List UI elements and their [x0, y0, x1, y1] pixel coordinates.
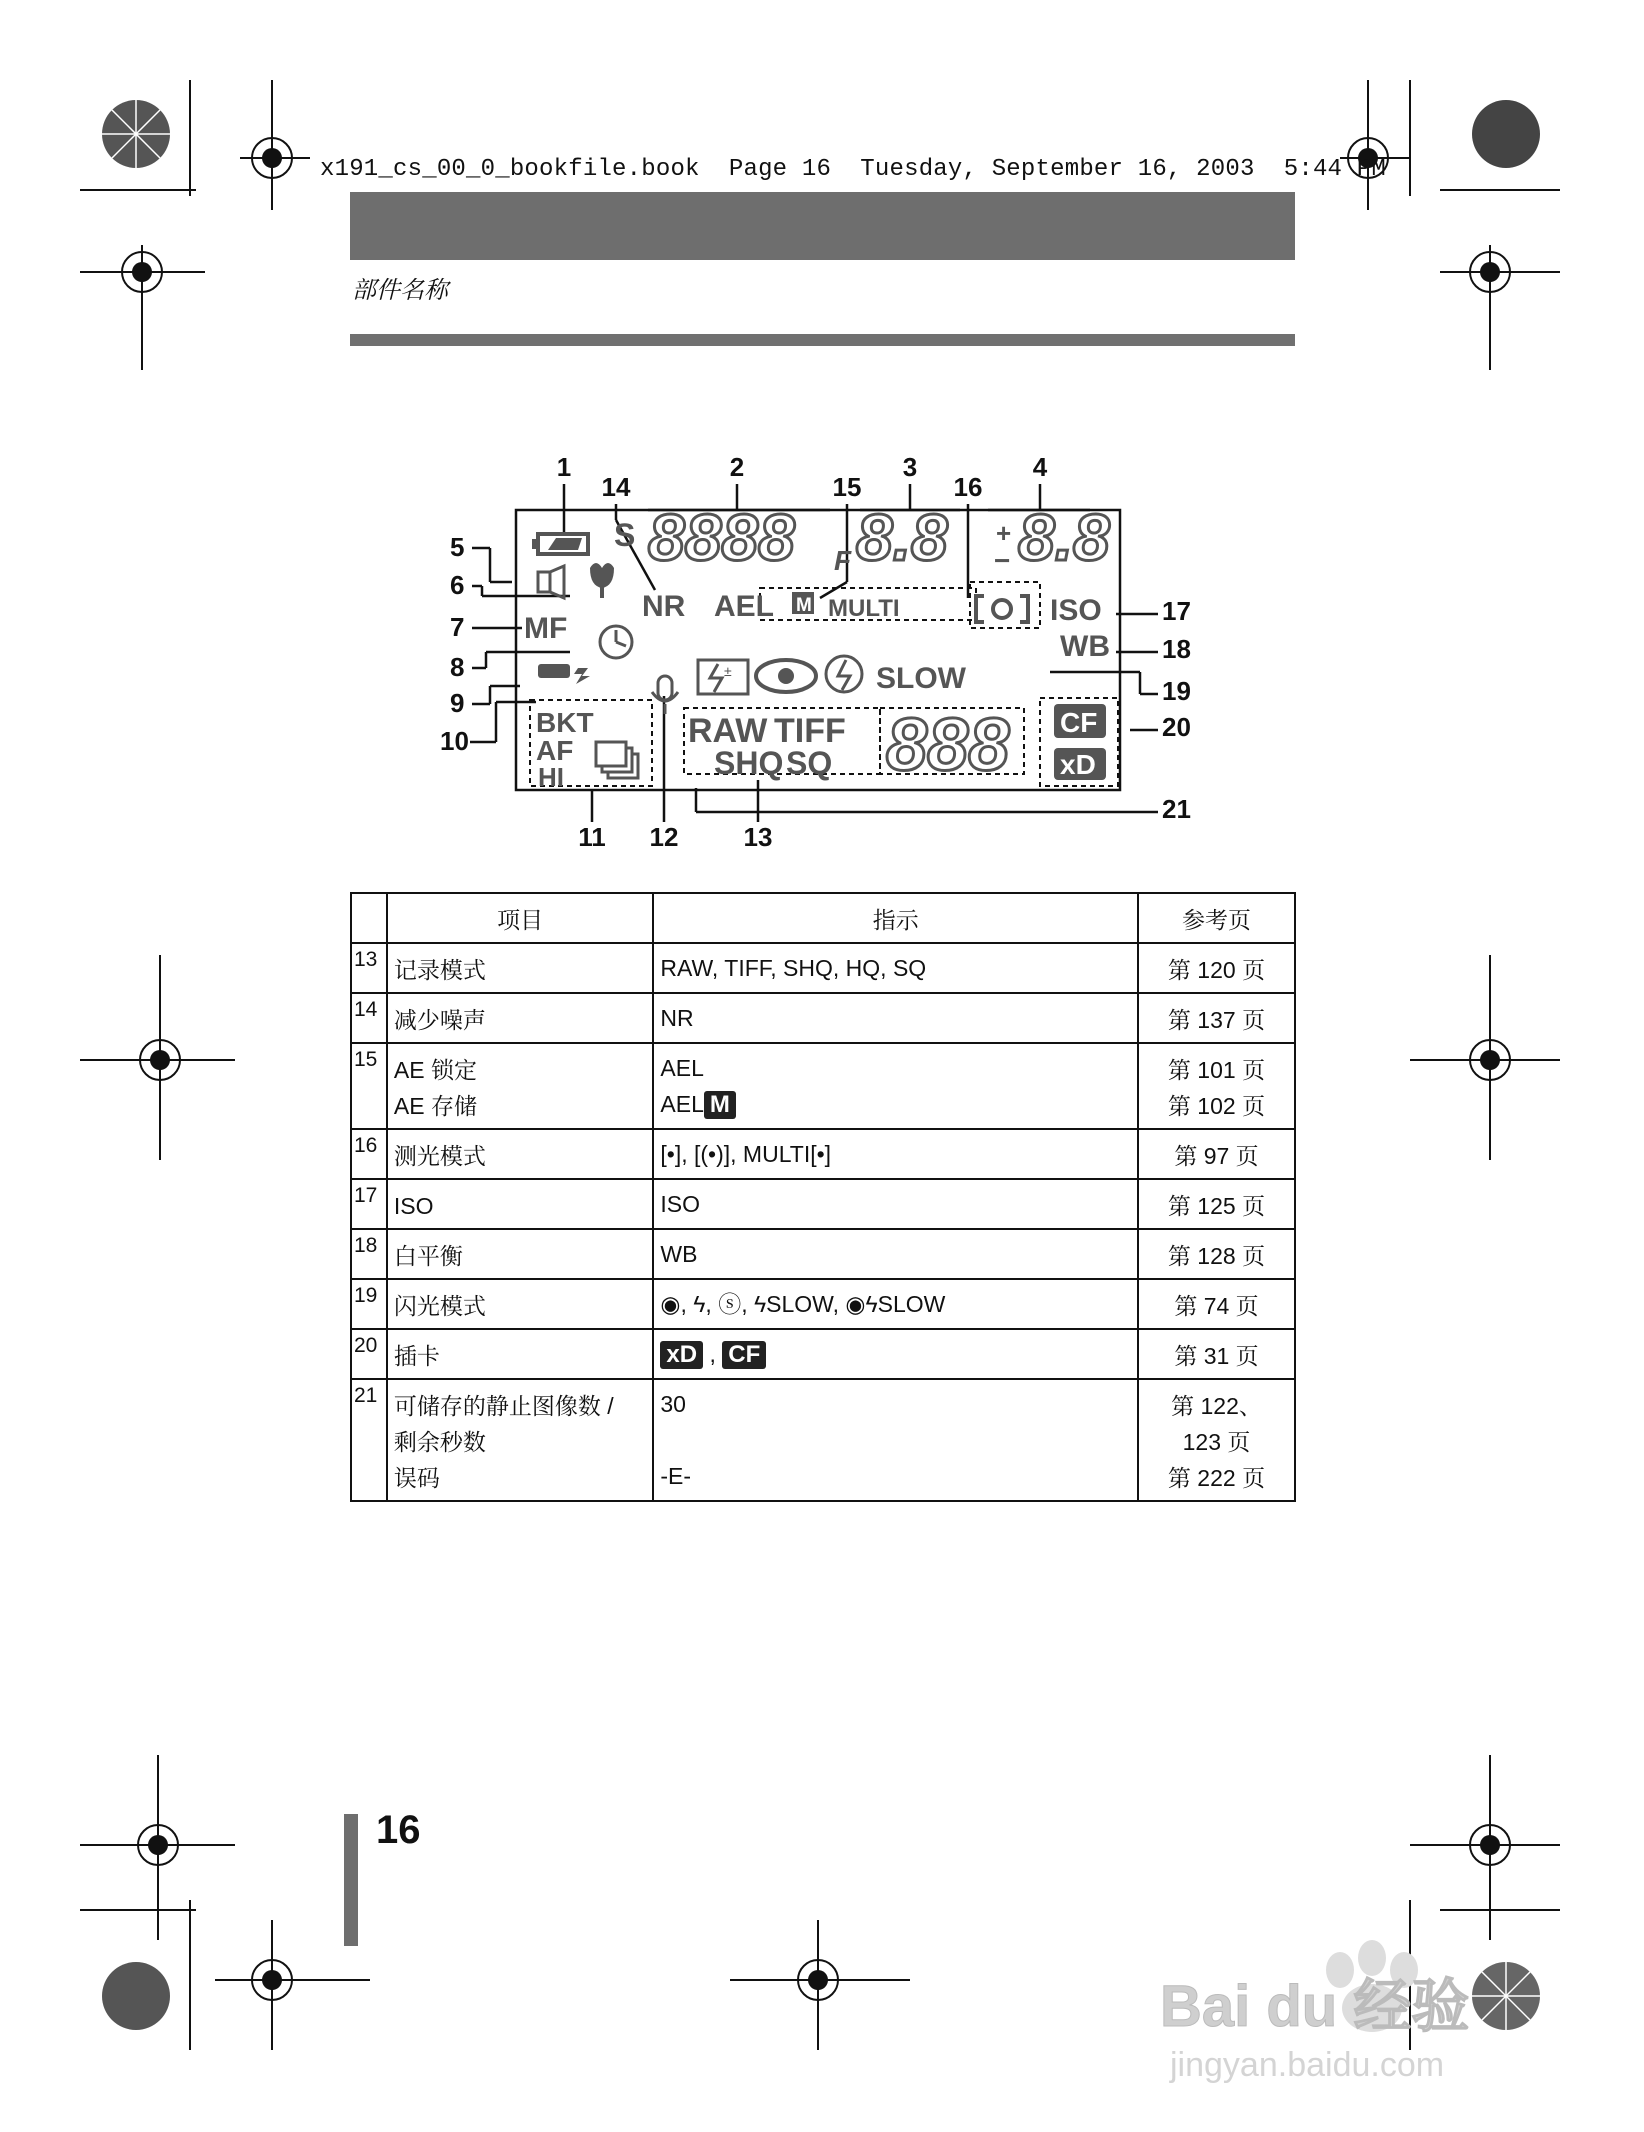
sequential-shooting-icon [596, 742, 638, 778]
callout-18: 18 [1162, 634, 1191, 664]
microphone-icon [652, 676, 678, 714]
callout-2: 2 [729, 452, 745, 482]
row-item: 闪光模式 [393, 1293, 486, 1319]
callout-16: 16 [953, 472, 983, 502]
row-num: 14 [351, 993, 387, 1043]
row-item: ISO [393, 1193, 434, 1219]
section-title: 部件名称 [352, 277, 448, 304]
row-item: AE 锁定 [393, 1057, 477, 1083]
lcd-mf: MF [524, 612, 568, 645]
table-row [351, 943, 1295, 993]
callout-3: 3 [902, 452, 918, 482]
callout-14: 14 [601, 472, 631, 502]
row-indication: [•], [(•)], MULTI[•] [660, 1141, 832, 1167]
callout-11: 11 [578, 822, 606, 852]
table-row [351, 1229, 1295, 1279]
watermark-url: jingyan.baidu.com [1170, 2046, 1445, 2084]
lcd-plus: + [996, 518, 1012, 548]
row-item: 测光模式 [393, 1143, 486, 1169]
header-item: 项目 [387, 893, 653, 943]
callout-21: 21 [1162, 794, 1191, 824]
row-item: AE 存储 [393, 1093, 477, 1119]
self-timer-icon [600, 626, 632, 658]
lcd-ael: AEL [714, 590, 774, 623]
callout-9: 9 [450, 688, 465, 718]
flash-off-icon [826, 656, 862, 692]
row-num: 13 [351, 943, 387, 993]
row-indication: WB [660, 1241, 698, 1267]
xd-badge: xD [660, 1341, 703, 1369]
baidu-watermark [1160, 1930, 1580, 2090]
row-ref: 第 222 页 [1167, 1465, 1266, 1491]
file-header-line: x191_cs_00_0_bookfile.book Page 16 Tuesday, September 16, 2003 5:44 PM [320, 156, 1386, 183]
row-item: 记录模式 [393, 957, 486, 983]
callout-10: 10 [440, 726, 469, 756]
header-band [350, 192, 1295, 260]
row-item: 插卡 [393, 1343, 440, 1369]
row-indication: 30 [660, 1391, 686, 1417]
header-reference: 参考页 [1138, 893, 1295, 943]
table-row [351, 1129, 1295, 1179]
row-ref: 第 137 页 [1167, 1007, 1266, 1033]
row-ref: 第 74 页 [1174, 1293, 1259, 1319]
lcd-iso: ISO [1050, 594, 1102, 627]
lcd-wb: WB [1060, 630, 1110, 663]
callout-6: 6 [450, 570, 465, 600]
header-indication: 指示 [653, 893, 1138, 943]
page-number: 16 [376, 1808, 421, 1852]
table-row [351, 993, 1295, 1043]
lcd-digits2b: 8.8 [1018, 500, 1110, 574]
row-indication: NR [660, 1005, 694, 1031]
table-header-row [351, 893, 1295, 943]
callout-8: 8 [450, 652, 465, 682]
row-indication: ◉, ϟ, ⓢ, ϟSLOW, ◉ϟSLOW [660, 1291, 946, 1317]
row-item: 可储存的静止图像数 / [393, 1393, 614, 1419]
row-indication: AEL [660, 1091, 704, 1117]
m-badge: M [704, 1091, 736, 1119]
macro-icon [590, 563, 614, 598]
callout-4: 4 [1032, 452, 1048, 482]
lcd-minus: − [994, 545, 1011, 576]
lcd-xd: xD [1060, 749, 1096, 780]
page-number-bar [344, 1814, 358, 1946]
callout-19: 19 [1162, 676, 1191, 706]
row-num: 16 [351, 1129, 387, 1179]
lcd-slow: SLOW [876, 662, 966, 695]
svg-text:±: ± [724, 663, 732, 679]
table-row [351, 1279, 1295, 1329]
row-ref: 第 101 页 [1167, 1057, 1266, 1083]
callout-7: 7 [450, 612, 465, 642]
row-indication: ISO [660, 1191, 701, 1217]
row-item: 误码 [393, 1465, 440, 1491]
row-ref: 123 页 [1182, 1429, 1251, 1455]
table-row [351, 1179, 1295, 1229]
row-indication: RAW, TIFF, SHQ, HQ, SQ [660, 955, 927, 981]
callout-13: 13 [743, 822, 773, 852]
lcd-sq: SQ [786, 745, 833, 781]
row-num: 15 [351, 1043, 387, 1129]
row-ref: 第 128 页 [1167, 1243, 1266, 1269]
row-indication: -E- [660, 1463, 692, 1489]
dial-icon [538, 566, 564, 598]
lcd-s: S [614, 517, 636, 553]
flash-compensation-icon [698, 660, 748, 694]
lcd-af: AF [536, 735, 574, 766]
row-num: 21 [351, 1379, 387, 1501]
callout-12: 12 [649, 822, 679, 852]
indicator-table [350, 892, 1296, 1502]
row-item: 剩余秒数 [393, 1429, 486, 1455]
lcd-bkt: BKT [536, 707, 594, 738]
row-num: 19 [351, 1279, 387, 1329]
lcd-hi: HI [538, 762, 564, 792]
row-item: 白平衡 [393, 1243, 463, 1269]
lcd-nr: NR [642, 590, 686, 623]
lcd-f: F [834, 545, 852, 576]
header-num [351, 893, 387, 943]
lcd-digits2a: 8.8 [856, 500, 948, 574]
cf-badge: CF [722, 1341, 766, 1369]
lcd-raw: RAW [688, 712, 768, 750]
callout-5: 5 [450, 532, 465, 562]
lcd-digits4: 8888 [648, 500, 795, 574]
lcd-cf: CF [1060, 707, 1098, 738]
table-row [351, 1043, 1295, 1129]
metering-icon [976, 596, 1028, 622]
remote-icon [538, 664, 590, 684]
table-row: 20 插卡 xD , CF 第 31 页 [351, 1329, 1295, 1379]
row-num: 20 [351, 1329, 387, 1379]
lcd-m: M [796, 595, 812, 616]
watermark-main: Bai du 经验 [1160, 1974, 1470, 2039]
lcd-multi: MULTI [828, 595, 900, 622]
section-rule [350, 334, 1295, 346]
lcd-tiff: TIFF [774, 712, 846, 750]
row-ref: 第 120 页 [1167, 957, 1266, 983]
row-ref: 第 97 页 [1174, 1143, 1259, 1169]
callout-20: 20 [1162, 712, 1191, 742]
row-num: 18 [351, 1229, 387, 1279]
row-ref: 第 102 页 [1167, 1093, 1266, 1119]
row-ref: 第 31 页 [1174, 1343, 1259, 1369]
callout-15: 15 [832, 472, 862, 502]
lcd-digits3: 888 [886, 703, 1010, 786]
red-eye-icon [756, 660, 816, 692]
row-ref: 第 125 页 [1167, 1193, 1266, 1219]
row-num: 17 [351, 1179, 387, 1229]
row-item: 减少噪声 [393, 1007, 486, 1033]
battery-icon [532, 534, 588, 554]
table-row [351, 1379, 1295, 1501]
lcd-panel-diagram [440, 450, 1210, 860]
lcd-shq: SHQ [714, 745, 784, 781]
row-ref: 第 122、 [1171, 1393, 1262, 1419]
callout-17: 17 [1162, 596, 1191, 626]
row-indication: AEL [660, 1055, 704, 1081]
callout-1: 1 [556, 452, 572, 482]
